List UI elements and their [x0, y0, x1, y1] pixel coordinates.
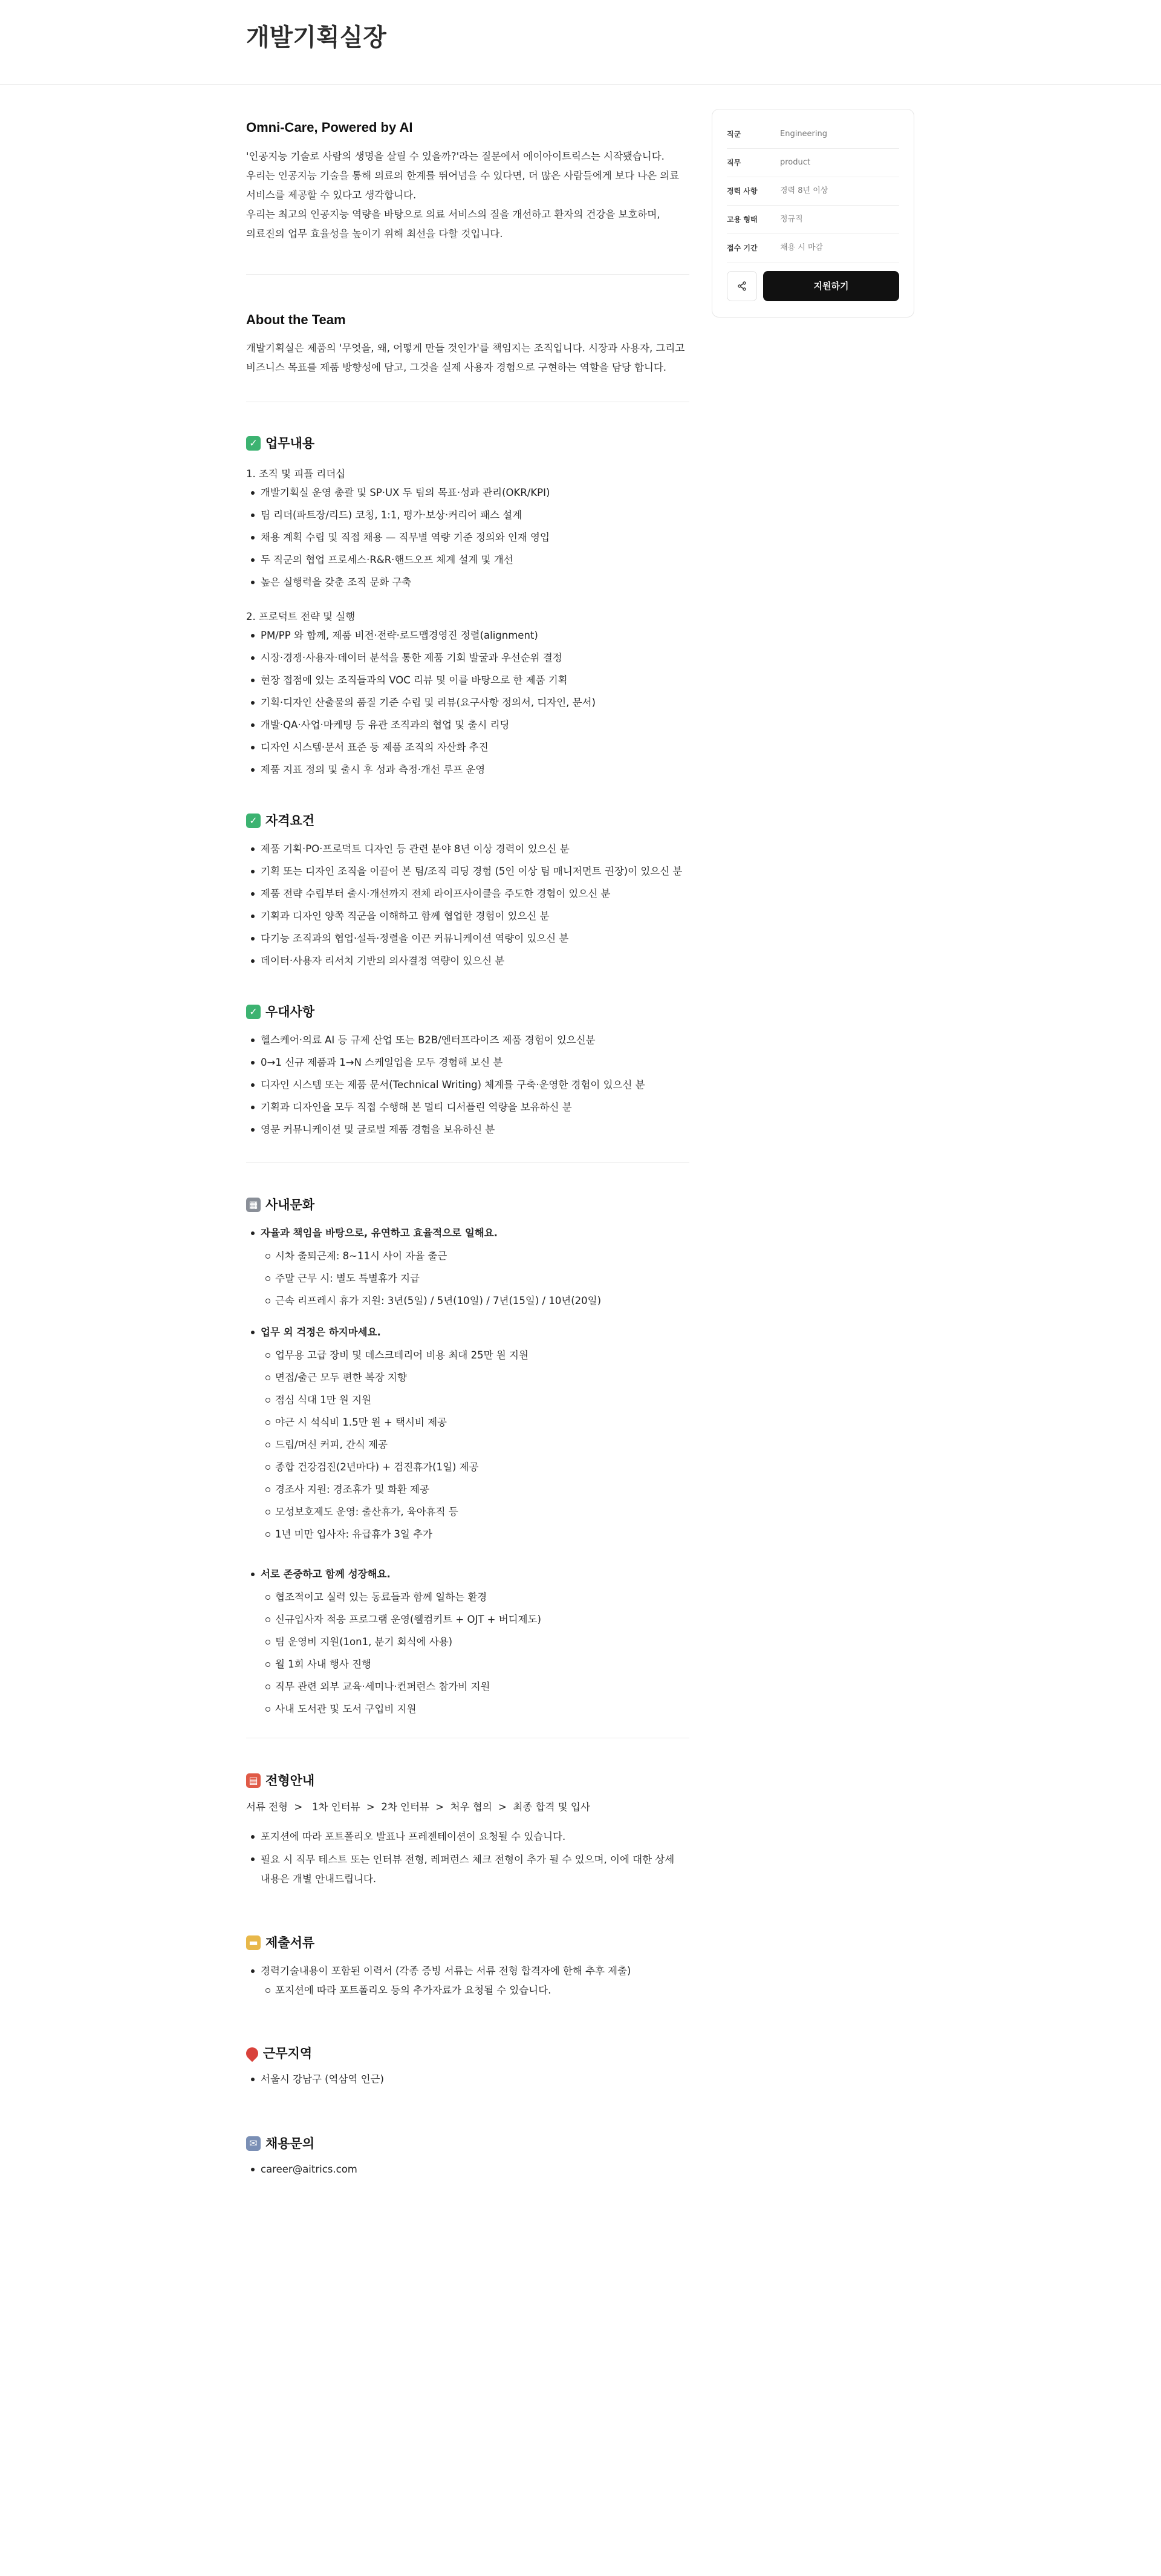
info-row [727, 177, 899, 206]
culture-sublist [246, 1247, 689, 1310]
info-label: 고용 형태 [727, 215, 758, 224]
intro-text [246, 147, 689, 244]
documents-sublist [246, 1981, 689, 2000]
preferred-title-text: 우대사항 [265, 1004, 315, 1019]
info-label: 경력 사항 [727, 186, 758, 195]
culture-sublist [246, 1346, 689, 1544]
list-item: 개발기획실 운영 총괄 및 SP·UX 두 팀의 목표·성과 관리(OKR/KPI) [246, 484, 689, 502]
calendar-icon: ▤ [246, 1773, 261, 1788]
list-item: 종합 건강검진(2년마다) + 검진휴가(1일) 제공 [246, 1458, 689, 1476]
inbox-icon: ✉ [246, 2136, 261, 2151]
list-item: 디자인 시스템·문서 표준 등 제품 조직의 자산화 추진 [246, 739, 689, 757]
list-item: 현장 접점에 있는 조직들과의 VOC 리뷰 및 이를 바탕으로 한 제품 기획 [246, 671, 689, 690]
team-line: 비즈니스 목표를 제품 방향성에 담고, 그것을 실제 사용자 경험으로 구현하는 역할을 담당 합니다. [246, 362, 667, 373]
duties-list [246, 627, 689, 779]
duties-group-heading: 1. 조직 및 피플 리더십 [246, 468, 346, 480]
job-description [246, 116, 689, 2183]
contact-title [246, 2133, 689, 2154]
culture-title [246, 1194, 689, 1216]
process-list [246, 1828, 689, 1889]
apply-button[interactable]: 지원하기 [763, 271, 899, 301]
list-item [246, 1323, 689, 1544]
intro-line: 우리는 최고의 인공지능 역량을 바탕으로 의료 서비스의 질을 개선하고 환자의 건강을 보호하며, [246, 208, 660, 220]
preferred-list [246, 1031, 689, 1139]
list-item: 영문 커뮤니케이션 및 글로벌 제품 경험을 보유하신 분 [246, 1121, 689, 1139]
list-item: 야근 시 석식비 1.5만 원 + 택시비 제공 [246, 1414, 689, 1432]
list-item: 팀 운영비 지원(1on1, 분기 회식에 사용) [246, 1633, 689, 1651]
list-item: 디자인 시스템 또는 제품 문서(Technical Writing) 체계를 구축·운영한 경험이 있으신 분 [246, 1076, 689, 1094]
list-item: 제품 기획·PO·프로덕트 디자인 등 관련 분야 8년 이상 경력이 있으신 분 [246, 840, 689, 858]
intro-line: 서비스를 제공할 수 있다고 생각합니다. [246, 189, 417, 201]
process-line: 내용은 개별 안내드립니다. [261, 1873, 377, 1885]
list-item: 포지션에 따라 포트폴리오 등의 추가자료가 요청될 수 있습니다. [246, 1981, 689, 2000]
duties-title [246, 432, 689, 454]
info-label: 직무 [727, 158, 741, 167]
check-icon: ✓ [246, 1005, 261, 1019]
page-header [0, 0, 1161, 85]
list-item: 제품 전략 수립부터 출시·개선까지 전체 라이프사이클을 주도한 경험이 있으신 분 [246, 885, 689, 903]
list-item: 드립/머신 커피, 간식 제공 [246, 1436, 689, 1454]
check-icon: ✓ [246, 814, 261, 828]
documents-title-text: 제출서류 [265, 1935, 315, 1950]
pin-icon [244, 2045, 261, 2062]
list-item: 높은 실행력을 갖춘 조직 문화 구축 [246, 573, 689, 592]
building-icon: ▦ [246, 1198, 261, 1212]
requirements-title-text: 자격요건 [265, 813, 315, 828]
info-label: 직군 [727, 129, 741, 139]
check-icon: ✓ [246, 436, 261, 451]
intro-line: '인공지능 기술로 사람의 생명을 살릴 수 있을까?'라는 질문에서 에이아이트릭스는 시작됐습니다. [246, 150, 665, 162]
info-value: 정규직 [780, 214, 803, 224]
list-item: 개발·QA·사업·마케팅 등 유관 조직과의 협업 및 출시 리딩 [246, 716, 689, 734]
list-item: 면접/출근 모두 편한 복장 지향 [246, 1369, 689, 1387]
process-line: 필요 시 직무 테스트 또는 인터뷰 전형, 레퍼런스 체크 전형이 추가 될 수 있으며, 이에 대한 상세 [261, 1854, 675, 1865]
info-value: 경력 8년 이상 [780, 186, 828, 195]
duties-title-text: 업무내용 [265, 435, 315, 451]
location-list [246, 2070, 689, 2089]
info-row [727, 120, 899, 149]
share-button[interactable] [727, 271, 757, 301]
culture-group-heading: 서로 존중하고 함께 성장해요. [261, 1568, 391, 1580]
list-item: 데이터·사용자 리서치 기반의 의사결정 역량이 있으신 분 [246, 952, 689, 970]
list-item: 시차 출퇴근제: 8~11시 사이 자율 출근 [246, 1247, 689, 1265]
team-heading: About the Team [246, 311, 346, 327]
list-item: 모성보호제도 운영: 출산휴가, 육아휴직 등 [246, 1503, 689, 1521]
culture-sublist [246, 1588, 689, 1718]
list-item: 서울시 강남구 (역삼역 인근) [246, 2070, 689, 2089]
duties-group-heading: 2. 프로덕트 전략 및 실행 [246, 611, 356, 622]
intro-line: 우리는 인공지능 기술을 통해 의료의 한계를 뛰어넘을 수 있다면, 더 많은 사람들에게 보다 나은 의료 [246, 169, 680, 181]
intro-heading: Omni-Care, Powered by AI [246, 120, 413, 135]
location-title [246, 2043, 689, 2064]
list-item: 채용 계획 수립 및 직접 채용 — 직무별 역량 기준 정의와 인재 영입 [246, 529, 689, 547]
process-title [246, 1770, 689, 1792]
list-item: 기획과 디자인 양쪽 직군을 이해하고 함께 협업한 경험이 있으신 분 [246, 907, 689, 925]
list-item: 0→1 신규 제품과 1→N 스케일업을 모두 경험해 보신 분 [246, 1054, 689, 1072]
list-item: 신규입사자 적응 프로그램 운영(웰컴키트 + OJT + 버디제도) [246, 1611, 689, 1629]
culture-list [246, 1224, 689, 1718]
list-item: 헬스케어·의료 AI 등 규제 산업 또는 B2B/엔터프라이즈 제품 경험이 있으신분 [246, 1031, 689, 1049]
list-item: 사내 도서관 및 도서 구입비 지원 [246, 1700, 689, 1718]
process-flow: 서류 전형 > 1차 인터뷰 > 2차 인터뷰 > 처우 협의 > 최종 합격 및 입사 [246, 1801, 590, 1813]
list-item [246, 1565, 689, 1718]
list-item: 월 1회 사내 행사 진행 [246, 1655, 689, 1674]
list-item: 제품 지표 정의 및 출시 후 성과 측정·개선 루프 운영 [246, 761, 689, 779]
list-item: 주말 근무 시: 별도 특별휴가 지급 [246, 1270, 689, 1288]
list-item [246, 1224, 689, 1310]
list-item: 근속 리프레시 휴가 지원: 3년(5일) / 5년(10일) / 7년(15일) / 10년(20일) [246, 1292, 689, 1310]
info-value: product [780, 157, 811, 167]
info-row [727, 149, 899, 177]
list-item: 두 직군의 협업 프로세스·R&R·핸드오프 체계 설계 및 개선 [246, 551, 689, 569]
duties-list [246, 484, 689, 592]
culture-title-text: 사내문화 [265, 1197, 315, 1212]
page-title: 개발기획실장 [246, 24, 386, 51]
list-item: 직무 관련 외부 교육·세미나·컨퍼런스 참가비 지원 [246, 1678, 689, 1696]
location-title-text: 근무지역 [263, 2046, 313, 2061]
culture-group-heading: 업무 외 걱정은 하지마세요. [261, 1326, 381, 1338]
list-item [246, 1962, 689, 2000]
info-value: 채용 시 마감 [780, 243, 824, 252]
list-item: 팀 리더(파트장/리드) 코칭, 1:1, 평가·보상·커리어 패스 설계 [246, 506, 689, 524]
folder-icon: ▬ [246, 1935, 261, 1950]
process-title-text: 전형안내 [265, 1773, 315, 1788]
info-row [727, 206, 899, 234]
list-item: 기획과 디자인을 모두 직접 수행해 본 멀티 디서플린 역량을 보유하신 분 [246, 1098, 689, 1117]
team-text [246, 339, 689, 377]
intro-line: 의료진의 업무 효율성을 높이기 위해 최선을 다할 것입니다. [246, 227, 503, 240]
list-item: 점심 식대 1만 원 지원 [246, 1391, 689, 1409]
contact-title-text: 채용문의 [265, 2136, 315, 2151]
list-item: 기획·디자인 산출물의 품질 기준 수립 및 리뷰(요구사항 정의서, 디자인, 문서) [246, 694, 689, 712]
list-item: PM/PP 와 함께, 제품 비전·전략·로드맵경영진 정렬(alignment) [246, 627, 689, 645]
info-row [727, 234, 899, 262]
job-info-card [712, 109, 914, 318]
list-item: 포지션에 따라 포트폴리오 발표나 프레젠테이션이 요청될 수 있습니다. [246, 1828, 689, 1846]
list-item: 다기능 조직과의 협업·설득·정렬을 이끈 커뮤니케이션 역량이 있으신 분 [246, 930, 689, 948]
requirements-title [246, 810, 689, 832]
list-item: 1년 미만 입사자: 유급휴가 3일 추가 [246, 1525, 689, 1544]
preferred-title [246, 1001, 689, 1023]
list-item: 시장·경쟁·사용자·데이터 분석을 통한 제품 기회 발굴과 우선순위 결정 [246, 649, 689, 667]
requirements-list [246, 840, 689, 970]
list-item: 업무용 고급 장비 및 데스크테리어 비용 최대 25만 원 지원 [246, 1346, 689, 1365]
documents-list [246, 1962, 689, 2000]
documents-item-text: 경력기술내용이 포함된 이력서 (각종 증빙 서류는 서류 전형 합격자에 한해 추후 제출) [261, 1965, 631, 1977]
share-icon [737, 281, 747, 291]
list-item[interactable]: career@aitrics.com [246, 2160, 689, 2179]
divider [246, 274, 689, 275]
list-item: 협조적이고 실력 있는 동료들과 함께 일하는 환경 [246, 1588, 689, 1606]
culture-group-heading: 자율과 책임을 바탕으로, 유연하고 효율적으로 일해요. [261, 1227, 498, 1239]
contact-list [246, 2160, 689, 2179]
documents-title [246, 1932, 689, 1954]
team-line: 개발기획실은 제품의 '무엇을, 왜, 어떻게 만들 것인가'를 책임지는 조직입니다. 시장과 사용자, 그리고 [246, 342, 685, 354]
list-item [246, 1850, 689, 1889]
card-actions [727, 271, 899, 301]
list-item: 경조사 지원: 경조휴가 및 화환 제공 [246, 1481, 689, 1499]
info-label: 접수 기간 [727, 243, 758, 252]
info-value: Engineering [780, 129, 827, 139]
list-item: 기획 또는 디자인 조직을 이끌어 본 팀/조직 리딩 경험 (5인 이상 팀 매니저먼트 권장)이 있으신 분 [246, 862, 689, 881]
